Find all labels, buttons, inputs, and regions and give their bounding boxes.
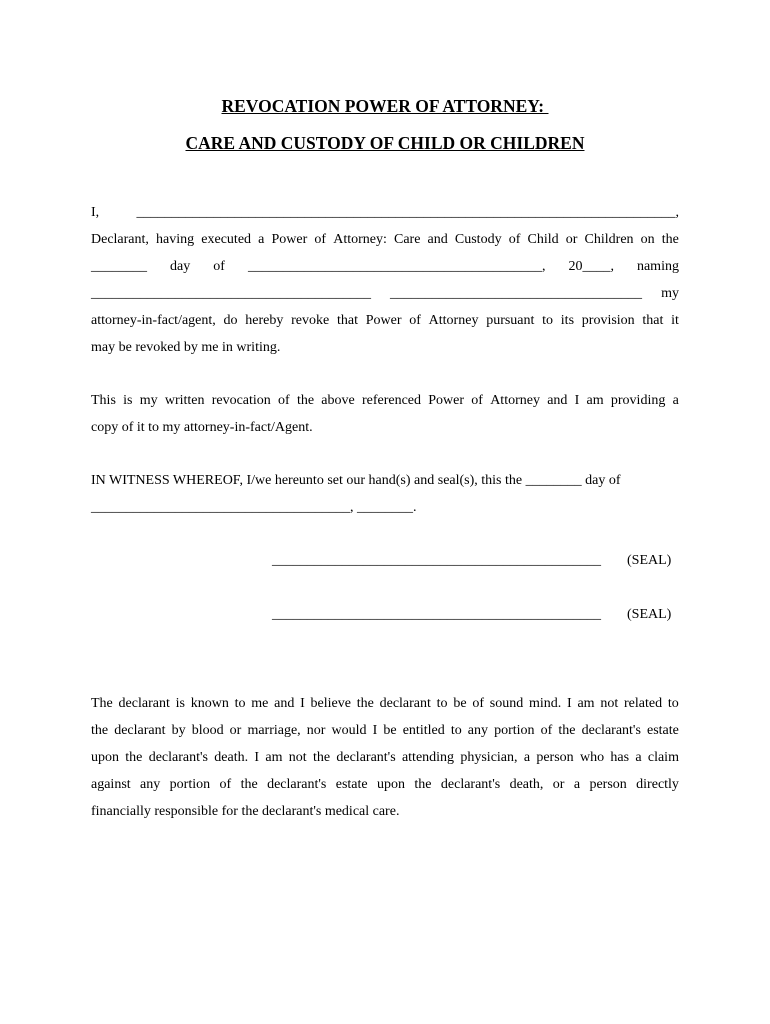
paragraph2-line1: This is my written revocation of the above referenced Power of Attorney and I am providing a xyxy=(91,393,679,408)
day-blank[interactable]: ________ xyxy=(91,259,147,274)
document-subtitle: CARE AND CUSTODY OF CHILD OR CHILDREN xyxy=(185,133,585,153)
document-title: REVOCATION POWER OF ATTORNEY: xyxy=(221,96,549,116)
paragraph2-line2: copy of it to my attorney-in-fact/Agent. xyxy=(91,420,313,435)
paragraph3-line1: The declarant is known to me and I believe the declarant to be of sound mind. I am not related to xyxy=(91,696,679,711)
paragraph3-line5: financially responsible for the declarant's medical care. xyxy=(91,804,400,819)
declarant-name-blank[interactable]: _____________________________________________________________________________, xyxy=(136,205,679,220)
agent-name-line: ________________________________________ ____________________________________ my xyxy=(91,284,679,304)
agent-name-blank-2[interactable]: ____________________________________ xyxy=(390,286,643,301)
paragraph3-line4: against any portion of the declarant's estate upon the declarant's death, or a person directly xyxy=(91,777,679,792)
witness-date-blank[interactable]: _____________________________________, ________. xyxy=(91,500,417,515)
month-blank[interactable]: __________________________________________, xyxy=(247,259,546,274)
seal-label-2: (SEAL) xyxy=(627,607,672,622)
year-blank[interactable]: 20____, xyxy=(568,259,614,274)
witness-line1: IN WITNESS WHEREOF, I/we hereunto set our hand(s) and seal(s), this the ________ day of xyxy=(91,473,621,488)
paragraph3-line2: the declarant by blood or marriage, nor would I be entitled to any portion of the declarant's estate xyxy=(91,723,679,738)
signature-line-1[interactable]: _______________________________________________ xyxy=(272,553,601,568)
paragraph1-line5: attorney-in-fact/agent, do hereby revoke that Power of Attorney pursuant to its provision that it xyxy=(91,313,679,328)
paragraph1-line6: may be revoked by me in writing. xyxy=(91,340,281,355)
execution-date-line: ________ day of __________________________________________, 20____, naming xyxy=(91,257,679,277)
paragraph1-line2: Declarant, having executed a Power of Attorney: Care and Custody of Child or Children on the xyxy=(91,232,679,247)
seal-label-1: (SEAL) xyxy=(627,553,672,568)
declarant-name-line xyxy=(91,203,679,223)
declarant-prefix: I, xyxy=(91,205,100,220)
paragraph3-line3: upon the declarant's death. I am not the declarant's attending physician, a person who has a claim xyxy=(91,750,679,765)
agent-name-blank-1[interactable]: ________________________________________ xyxy=(91,286,371,301)
signature-line-2[interactable]: _______________________________________________ xyxy=(272,607,601,622)
